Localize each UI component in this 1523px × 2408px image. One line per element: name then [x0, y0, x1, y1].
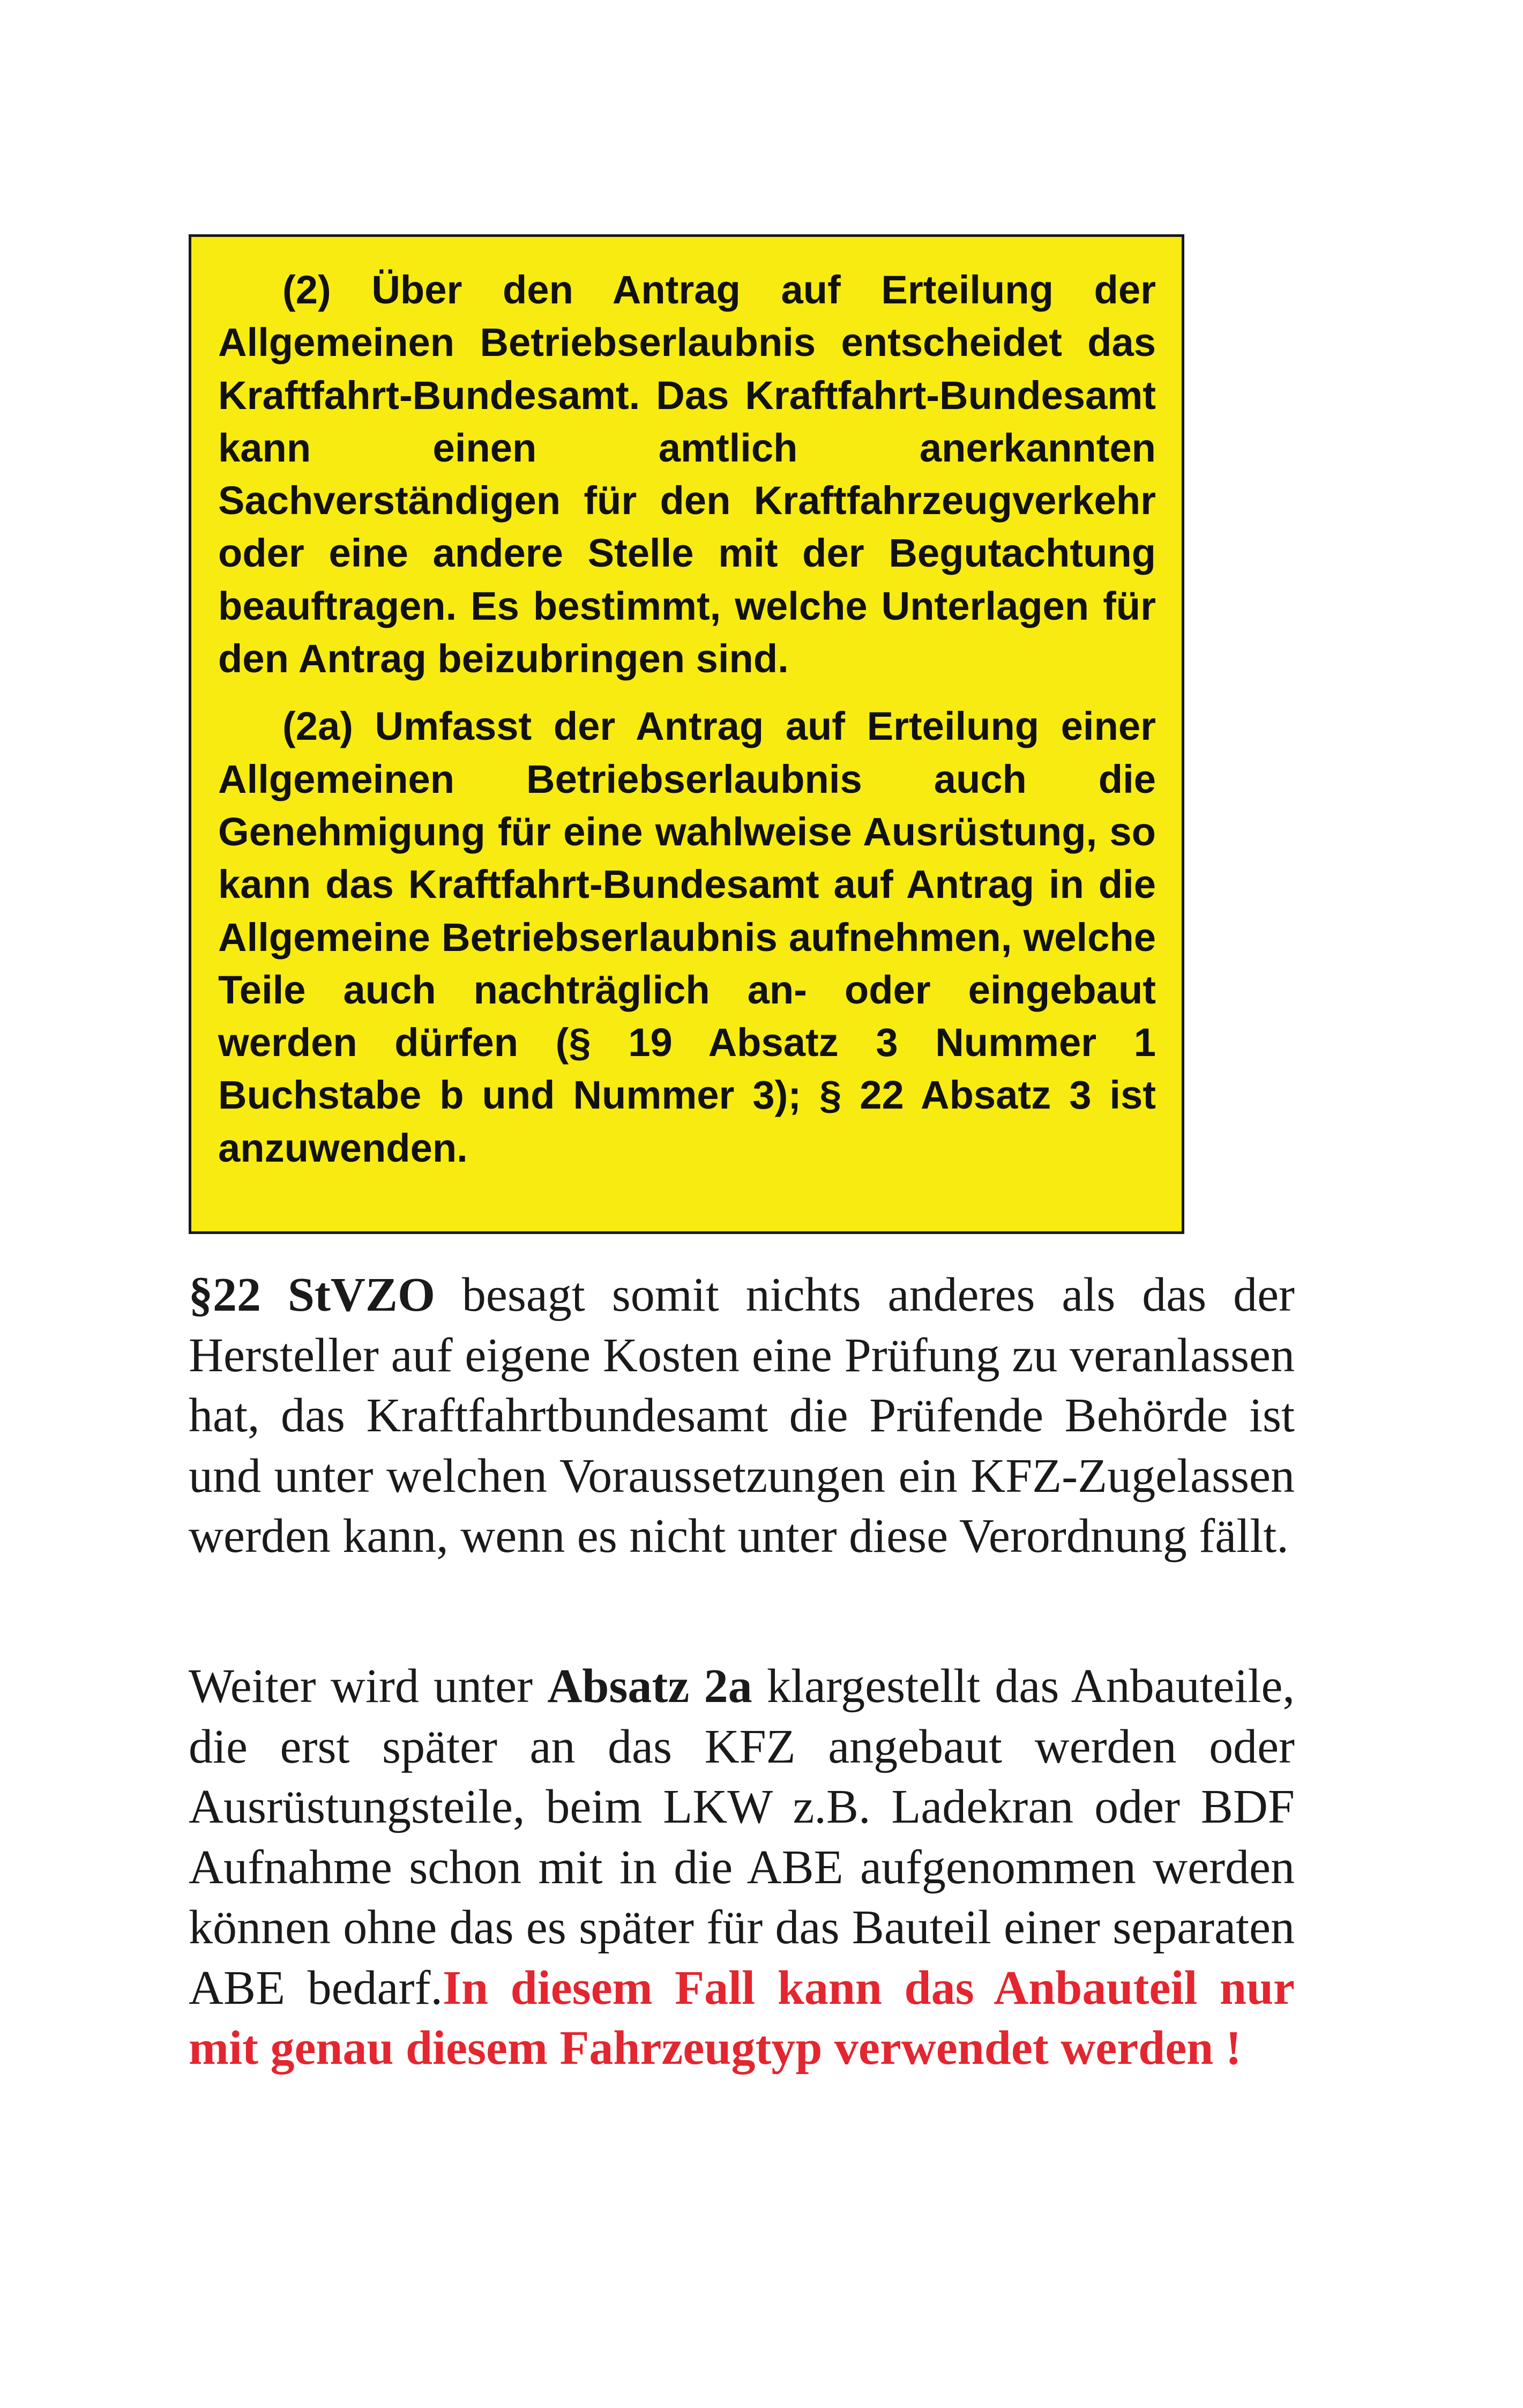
- section-reference: §22 StVZO: [189, 1268, 435, 1321]
- explanation-text-1: besagt somit nichts anderes als das der Hersteller auf eigene Kosten eine Prüfung zu veranlassen hat, das Kraftfahrtbundesamt die Prüfende Behörde ist und unter welchen Voraussetzungen ein KFZ-Zugelassen werden kann, wenn es nicht unter diese Verordnung fällt.: [189, 1268, 1295, 1563]
- warning-text: In diesem Fall kann das Anbauteil nur mit genau diesem Fahrzeugtyp verwendet werden !: [189, 1961, 1295, 2075]
- legal-paragraph-2: (2) Über den Antrag auf Erteilung der Allgemeinen Betriebserlaubnis entscheidet das Kraftfahrt-Bundesamt. Das Kraftfahrt-Bundesamt kann einen amtlich anerkannten Sachverständigen für den Kraftfahrzeugverkehr oder eine andere Stelle mit der Begutachtung beauftragen. Es bestimmt, welche Unterlagen für den Antrag beizubringen sind.: [218, 267, 1156, 681]
- legal-excerpt-box: [189, 234, 1184, 1234]
- absatz-reference: Absatz 2a: [547, 1660, 752, 1713]
- legal-paragraph-2a: (2a) Umfasst der Antrag auf Erteilung einer Allgemeinen Betriebserlaubnis auch die Genehmigung für eine wahlweise Ausrüstung, so kann das Kraftfahrt-Bundesamt auf Antrag in die Allgemeine Betriebserlaubnis aufnehmen, welche Teile auch nachträglich an- oder eingebaut werden dürfen (§ 19 Absatz 3 Nummer 1 Buchstabe b und Nummer 3); § 22 Absatz 3 ist anzuwenden.: [218, 704, 1156, 1170]
- explanation-paragraph-2: [189, 1656, 1295, 2079]
- explanation-paragraph-1: [189, 1265, 1295, 1567]
- explanation-lead-2: Weiter wird unter: [189, 1660, 548, 1713]
- explanation-text-2: klargestellt das Anbauteile, die erst später an das KFZ angebaut werden oder Ausrüstungsteile, beim LKW z.B. Ladekran oder BDF Aufnahme schon mit in die ABE aufgenommen werden können ohne das es später für das Bauteil einer separaten ABE bedarf.: [189, 1660, 1295, 2015]
